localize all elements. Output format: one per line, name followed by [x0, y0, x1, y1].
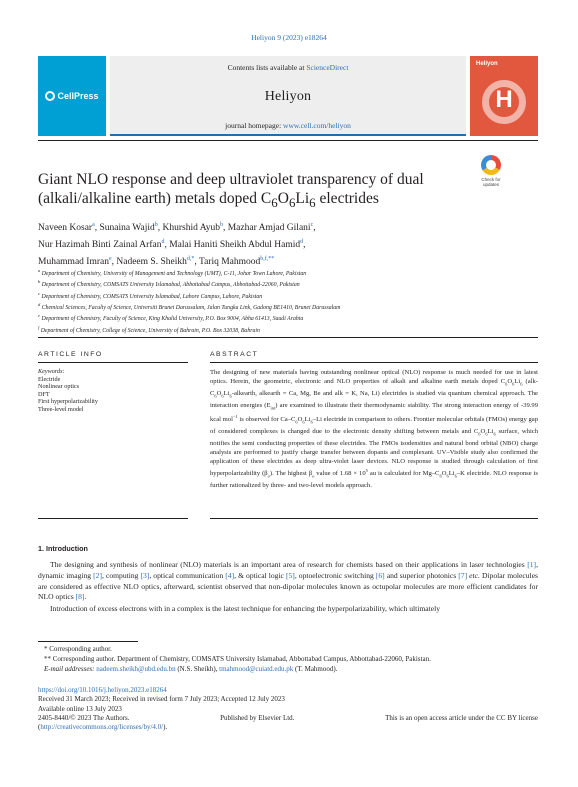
abstract-end-rule	[210, 518, 538, 519]
abstract-run: –K electride. NLO response is further rationalized by three- and two-level models approach.	[210, 470, 538, 490]
email-line	[38, 665, 538, 675]
citation-link[interactable]: [6]	[375, 570, 385, 580]
title-part: Giant NLO response and deep ultraviolet transparency of dual (alkali/alkaline earth) metals doped C	[38, 171, 424, 207]
online-date: Available online 13 July 2023	[38, 704, 122, 713]
abstract-sub: 6	[478, 431, 481, 437]
check-line-2: updates	[482, 182, 499, 187]
author-affil-mark[interactable]: d	[300, 239, 304, 246]
abstract-sub: 6	[310, 419, 313, 425]
affiliation	[38, 267, 538, 278]
journal-header	[38, 56, 538, 136]
author-name: Khurshid Ayub	[162, 223, 220, 234]
citation-link[interactable]: [5]	[285, 570, 295, 580]
affiliation-mark: e	[38, 313, 40, 319]
publisher-text: Published by Elsevier Ltd.	[220, 713, 295, 722]
email-link[interactable]: tmahmood@cuiatd.edu.pk	[219, 664, 294, 673]
check-for-updates-icon	[481, 155, 501, 175]
abstract-text	[210, 368, 538, 491]
author-affil-mark[interactable]: b,f,**	[260, 256, 275, 263]
author	[163, 223, 223, 233]
abstract-sub: 6	[446, 473, 449, 479]
abstract-run: Li	[448, 470, 455, 478]
affiliation-mark: f	[38, 324, 40, 330]
text-run: , computing	[102, 570, 141, 580]
footnotes	[38, 645, 538, 674]
contents-prefix: Contents lists available at	[227, 63, 307, 72]
title-subscript: 6	[309, 195, 316, 211]
affiliation	[38, 301, 538, 312]
text-run-italic: etc.	[467, 570, 480, 580]
abstract-sub: 6	[454, 473, 457, 479]
abstract-run: value of 1.68 × 10	[314, 470, 366, 478]
text-run: , optical communication	[149, 570, 226, 580]
title-part: electrides	[315, 190, 379, 207]
footnote	[38, 645, 538, 655]
keyword: Nonlinear optics	[38, 383, 80, 391]
text-run: , dynamic imaging	[38, 560, 538, 580]
abstract-sub: 6	[505, 381, 508, 387]
author-affil-mark[interactable]: d,*	[186, 256, 195, 263]
footnote	[38, 655, 538, 665]
affiliation-text: Department of Chemistry, University of Management and Technology (UMT), C-11, Johar Town Lahore, Pakistan	[41, 270, 307, 277]
license-line	[38, 714, 538, 723]
footnote-text: Corresponding author.	[49, 645, 112, 653]
introduction-heading: 1. Introduction	[38, 544, 88, 553]
author-affil-mark[interactable]: c	[310, 222, 314, 228]
doi-link[interactable]: https://doi.org/10.1016/j.heliyon.2023.e18264	[38, 686, 167, 694]
title-subscript: 6	[271, 195, 278, 211]
journal-name: Heliyon	[264, 89, 312, 104]
affiliation-text: Department of Chemistry, COMSATS University Islamabad, Lahore Campus, Lahore, Pakistan	[41, 293, 263, 300]
author-name: Sunaina Wajid	[99, 223, 155, 234]
author-name: Mazhar Amjad Gilani	[227, 223, 311, 234]
affiliation-text: Department of Chemistry, COMSATS University Islamabad, Abbottabad Campus, Abbottabad-22060, Pakistan	[41, 282, 300, 289]
email-label: E-mail addresses:	[44, 664, 95, 673]
abstract-run: Li	[223, 389, 230, 397]
check-line-1: Check for	[481, 177, 501, 182]
check-for-updates-button[interactable]	[478, 155, 504, 187]
introduction-body	[38, 560, 538, 615]
title-part: O	[277, 190, 289, 207]
affiliation	[38, 312, 538, 323]
author-affil-mark[interactable]: e	[108, 256, 112, 263]
author-affil-mark[interactable]: b	[219, 222, 223, 228]
abstract-sup: −1	[232, 414, 238, 420]
text-run: .	[84, 592, 87, 602]
abstract-run: –Li electride in comparison to others. Frontier molecular orbitals (FMOs) energy gap of considered complexes is changed due to the electronic density shifting between metals and C	[210, 416, 538, 435]
author	[116, 257, 194, 267]
abstract-sub: o	[267, 473, 270, 479]
abstract-run: is observed for Ca–C	[237, 416, 296, 424]
author-name: Nur Hazimah Binti Zainal Arfan	[38, 240, 162, 251]
author-name: Malai Haniti Sheikh Abdul Hamid	[169, 240, 301, 251]
abstract-sub: 6	[512, 381, 515, 387]
citation-link[interactable]: [2]	[93, 570, 102, 580]
paren: (	[38, 723, 41, 732]
abstract-run: -alkearth, alkearth = Ca, Mg, Be and alk = K, Na, Li) electrides is studied via quantum chemical approach. The interaction energies (E	[210, 389, 538, 409]
abstract-sub: 6	[493, 431, 496, 437]
article-info-end-rule	[38, 518, 188, 519]
license-text: This is an open access article under the CC BY license	[385, 713, 538, 722]
author-name: Muhammad Imran	[38, 257, 109, 268]
text-run: The designing and synthesis of nonlinear (NLO) materials is an important area of research for chemists based on their applications in laser technologies	[50, 560, 528, 569]
abstract-sub: 6	[302, 419, 305, 425]
affiliation-mark: b	[38, 279, 41, 285]
citation-link[interactable]: [4]	[225, 570, 235, 580]
journal-cover-image[interactable]	[470, 56, 538, 136]
cover-title: Heliyon	[476, 61, 498, 67]
author	[100, 223, 158, 233]
author-affil-mark[interactable]: a	[92, 222, 95, 228]
abstract-sub: 6	[295, 419, 298, 425]
affiliation-list	[38, 267, 538, 335]
footnote-mark: **	[44, 654, 51, 663]
abstract-sub: 6	[229, 393, 232, 399]
author	[169, 240, 303, 250]
keyword: Three-level model	[38, 405, 84, 413]
author-affil-mark[interactable]: d	[161, 239, 165, 246]
abstract-run: O	[441, 470, 447, 478]
abstract-run: The designing of new materials having outstanding nonlinear optical (NLO) response is much needed for use in latest optics. Herein, the geometric, electronic and NLO properties of alkali and alkaline earth metals doped C	[210, 369, 538, 386]
footnote-text: Corresponding author. Department of Chemistry, COMSATS University Islamabad, Abbottabad Campus, Abbottabad-22060, Pakistan.	[52, 654, 431, 663]
abstract-sub: o	[312, 473, 315, 479]
abstract-run: ) are examined to illustrate their thermodynamic stability. The strong interaction energy of -39.99 kcal mol	[210, 401, 538, 424]
affiliation-text: Department of Chemistry, Faculty of Science, King Khalid University, P.O. Box 9004, Abha 61413, Saudi Arabia	[41, 316, 304, 323]
abstract-run: Li	[514, 378, 521, 386]
text-run: Dipolar molecules are considered as effective NLO optics, afterward, scientist observed that non-dipolar molecules known as octupolar molecules are more efficient candidates for NLO optics	[38, 570, 538, 602]
title-subscript: 6	[288, 195, 296, 211]
citation-link[interactable]: [8]	[75, 592, 85, 602]
cellpress-logo[interactable]	[38, 56, 106, 136]
keywords-block	[38, 368, 188, 414]
abstract-run: Li	[487, 427, 494, 435]
cover-letter: H	[495, 86, 513, 113]
keyword: DFT	[38, 390, 50, 398]
paragraph	[38, 560, 538, 603]
affiliation-text: Chemical Sciences, Faculty of Science, Universiti Brunei Darussalam, Jalan Tungku Link, Gadong BE1410, Brunei Darussalam	[41, 304, 341, 311]
text-run: and superior photonics	[384, 570, 459, 580]
author-name: Nadeem S. Sheikh	[116, 257, 187, 268]
license-link[interactable]: http://creativecommons.org/licenses/by/4.0/	[40, 723, 164, 732]
citation-link[interactable]: [1]	[527, 560, 537, 569]
abstract-sub: 6	[520, 381, 523, 387]
article-title	[38, 170, 458, 212]
keywords-label: Keywords:	[38, 368, 65, 375]
keyword: Electride	[38, 375, 61, 383]
abstract-sub: 6	[485, 431, 488, 437]
article-info-heading: ARTICLE INFO	[38, 351, 103, 358]
abstract-run: au is calculated for Mg–C	[367, 470, 440, 478]
sciencedirect-link[interactable]: ScienceDirect	[306, 63, 349, 72]
cellpress-logo-text: CellPress	[57, 91, 99, 101]
affiliation-mark: c	[38, 290, 40, 296]
affiliation	[38, 290, 538, 301]
abstract-run: O	[216, 389, 222, 397]
homepage-link[interactable]: www.cell.com/heliyon	[283, 121, 351, 130]
abstract-heading: ABSTRACT	[210, 351, 259, 358]
author	[38, 257, 112, 267]
abstract-run: O	[297, 416, 303, 424]
contents-line	[110, 63, 466, 72]
author	[38, 240, 164, 250]
abstract-run: Li	[304, 416, 311, 424]
abstract-run: (alk-C	[210, 378, 538, 397]
paren: ).	[163, 723, 168, 732]
author	[199, 257, 274, 267]
abstract-sub: 6	[214, 393, 217, 399]
title-part: Li	[295, 190, 310, 207]
article-info-rule	[38, 362, 188, 363]
footnote-rule	[38, 641, 138, 642]
abstract-sub: 6	[439, 473, 442, 479]
journal-reference[interactable]: Heliyon 9 (2023) e18264	[251, 33, 327, 42]
author	[228, 223, 314, 233]
abstract-run: ). The highest β	[269, 470, 313, 478]
check-for-updates-label	[478, 177, 504, 187]
article-meta	[38, 686, 538, 732]
abstract-sub: int	[270, 404, 276, 410]
received-dates: Received 31 March 2023; Received in revised form 7 July 2023; Accepted 12 July 2023	[38, 695, 285, 704]
abstract-run: surface, which notifies the semi conducting properties of these electrides. The FMOs isodensities and natural bond orbital (NBO) charge analysis are performed to justify charge transfer between dopants and complexant. UV–Visible study also confirmed the application of these electrides as deep ultra-violet laser devices. NLO response is studied through calculation of first hyperpolarizability (β	[210, 427, 539, 478]
license-url-line	[38, 723, 538, 732]
homepage-line	[110, 121, 466, 130]
author-affil-mark[interactable]: b	[154, 222, 158, 228]
affiliation	[38, 324, 538, 335]
abstract-sup: 5	[365, 468, 368, 474]
header-divider	[38, 140, 538, 141]
paragraph: Introduction of excess electrons with in a complex is the latest technique for enhancing the hyperpolarizability, which ultimately	[50, 604, 441, 614]
author-name: Naveen Kosar	[38, 223, 93, 234]
citation-link[interactable]: [3]	[140, 570, 150, 580]
affiliation-mark: a	[38, 268, 41, 273]
homepage-prefix: journal homepage:	[225, 121, 284, 130]
text-run: , optoelectronic switching	[294, 570, 376, 580]
section-divider	[38, 337, 538, 338]
affiliation	[38, 278, 538, 289]
email-owner: (T. Mahmood).	[293, 664, 338, 673]
footnote-mark: *	[44, 645, 48, 653]
abstract-run: O	[480, 427, 486, 435]
cellpress-mark-icon	[45, 91, 55, 101]
journal-info-box	[110, 56, 466, 136]
email-link[interactable]: nadeem.sheikh@ubd.edu.bn	[96, 664, 176, 673]
copyright-text: 2405-8440/© 2023 The Authors.	[38, 713, 130, 722]
author-list: Naveen Kosar$^a$, Sunaina Wajid$^b$, Khurshid Ayub$^b$, Mazhar Amjad Gilani$^c$, Nur Hazimah Binti Zainal Arfan$^d$, Malai Haniti Sheikh Abdul Hamid$^d$, Muhammad Imran$^e$, Nadeem S. Sheikh$^{d,*}$, Tariq Mahmood$^{b,f,**}$	[38, 222, 316, 268]
author-name: Tariq Mahmood	[198, 257, 261, 268]
abstract-rule	[210, 362, 538, 363]
abstract-sub: 6	[221, 393, 224, 399]
citation-link[interactable]: [7]	[458, 570, 468, 580]
affiliation-mark: d	[38, 301, 41, 307]
keyword: First hyperpolarizability	[38, 398, 98, 406]
abstract-run: O	[507, 378, 513, 386]
email-owner: (N.S. Sheikh),	[175, 664, 220, 673]
affiliation-text: Department of Chemistry, College of Science, University of Bahrain, P.O. Box 32038, Bahrain	[40, 327, 260, 334]
text-run: , & optical logic	[234, 570, 286, 580]
author	[38, 223, 95, 233]
